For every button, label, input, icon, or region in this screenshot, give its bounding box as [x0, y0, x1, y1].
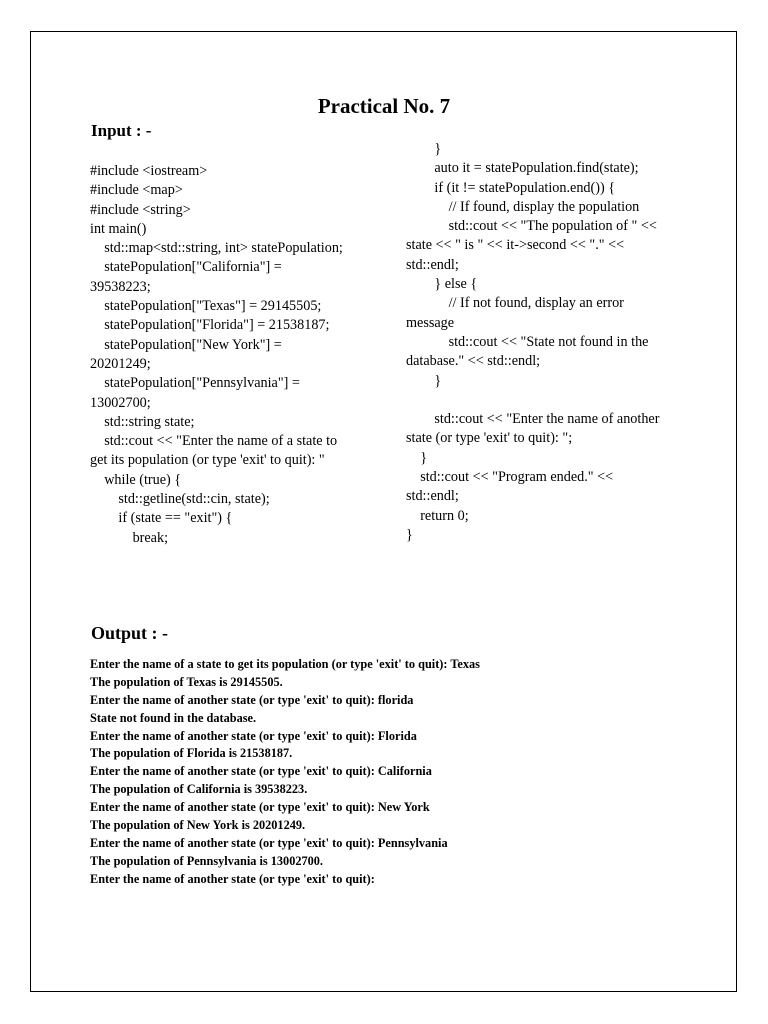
code-line: state (or type 'exit' to quit): ";	[406, 430, 573, 447]
output-line: Enter the name of another state (or type 'exit' to quit):	[90, 871, 375, 886]
code-line: }	[406, 526, 413, 543]
code-line: 39538223;	[90, 278, 151, 295]
code-line: std::cout << "The population of " <<	[406, 218, 657, 235]
page-title: Practical No. 7	[317, 94, 451, 118]
code-line: while (true) {	[90, 471, 182, 488]
output-line: The population of Pennsylvania is 13002700.	[90, 853, 324, 868]
input-heading: Input : -	[91, 121, 152, 140]
output-heading: Output : -	[91, 623, 169, 643]
code-line: std::endl;	[406, 488, 459, 505]
code-line: std::map<std::string, int> statePopulation;	[90, 240, 343, 257]
code-line: message	[406, 314, 455, 331]
output-block	[90, 656, 480, 889]
code-line: } else {	[406, 276, 478, 293]
code-line: int main()	[90, 220, 147, 237]
code-line: std::endl;	[406, 256, 459, 273]
code-line: state << " is " << it->second << "." <<	[406, 237, 625, 254]
code-line: database." << std::endl;	[406, 353, 541, 370]
code-line: std::string state;	[90, 413, 195, 430]
code-line: 13002700;	[90, 394, 151, 411]
code-line: }	[406, 372, 442, 389]
code-line: break;	[90, 529, 169, 546]
output-line: Enter the name of another state (or type 'exit' to quit): Florida	[90, 728, 417, 743]
code-line: #include <string>	[90, 201, 191, 218]
output-line: The population of Texas is 29145505.	[90, 674, 283, 689]
code-line: // If found, display the population	[406, 198, 640, 215]
code-line: #include <map>	[90, 182, 183, 199]
code-line: if (it != statePopulation.end()) {	[406, 179, 616, 196]
code-line: }	[406, 141, 442, 157]
code-column-left	[90, 162, 390, 548]
code-line: statePopulation["Florida"] = 21538187;	[90, 317, 330, 334]
code-line: statePopulation["Texas"] = 29145505;	[90, 298, 322, 315]
output-line: The population of New York is 20201249.	[90, 818, 306, 833]
code-line: // If not found, display an error	[406, 295, 624, 312]
output-line: The population of Florida is 21538187.	[90, 746, 293, 761]
code-line: }	[406, 449, 427, 466]
output-line: Enter the name of another state (or type 'exit' to quit): Pennsylvania	[90, 835, 448, 850]
code-line: std::getline(std::cin, state);	[90, 491, 270, 508]
code-line: statePopulation["New York"] =	[90, 336, 282, 353]
output-line: State not found in the database.	[90, 710, 257, 725]
output-line: Enter the name of another state (or type 'exit' to quit): florida	[90, 692, 414, 707]
code-line: statePopulation["California"] =	[90, 259, 282, 276]
code-line: std::cout << "State not found in the	[406, 333, 649, 350]
output-line: Enter the name of another state (or type 'exit' to quit): New York	[90, 800, 430, 815]
code-line: std::cout << "Program ended." <<	[406, 469, 614, 486]
output-line: Enter the name of another state (or type 'exit' to quit): California	[90, 764, 432, 779]
output-line: The population of California is 39538223.	[90, 782, 308, 797]
code-line: if (state == "exit") {	[90, 510, 233, 527]
code-line: get its population (or type 'exit' to quit): "	[90, 452, 325, 469]
output-line: Enter the name of a state to get its population (or type 'exit' to quit): Texas	[90, 657, 480, 671]
code-line: #include <iostream>	[90, 163, 208, 179]
code-line	[406, 391, 706, 410]
code-line: return 0;	[406, 507, 469, 524]
code-line: auto it = statePopulation.find(state);	[406, 160, 639, 177]
code-line: 20201249;	[90, 355, 151, 372]
code-column-right	[406, 140, 706, 545]
code-line: std::cout << "Enter the name of a state to	[90, 433, 338, 450]
code-line: statePopulation["Pennsylvania"] =	[90, 375, 300, 392]
code-line: std::cout << "Enter the name of another	[406, 411, 660, 428]
